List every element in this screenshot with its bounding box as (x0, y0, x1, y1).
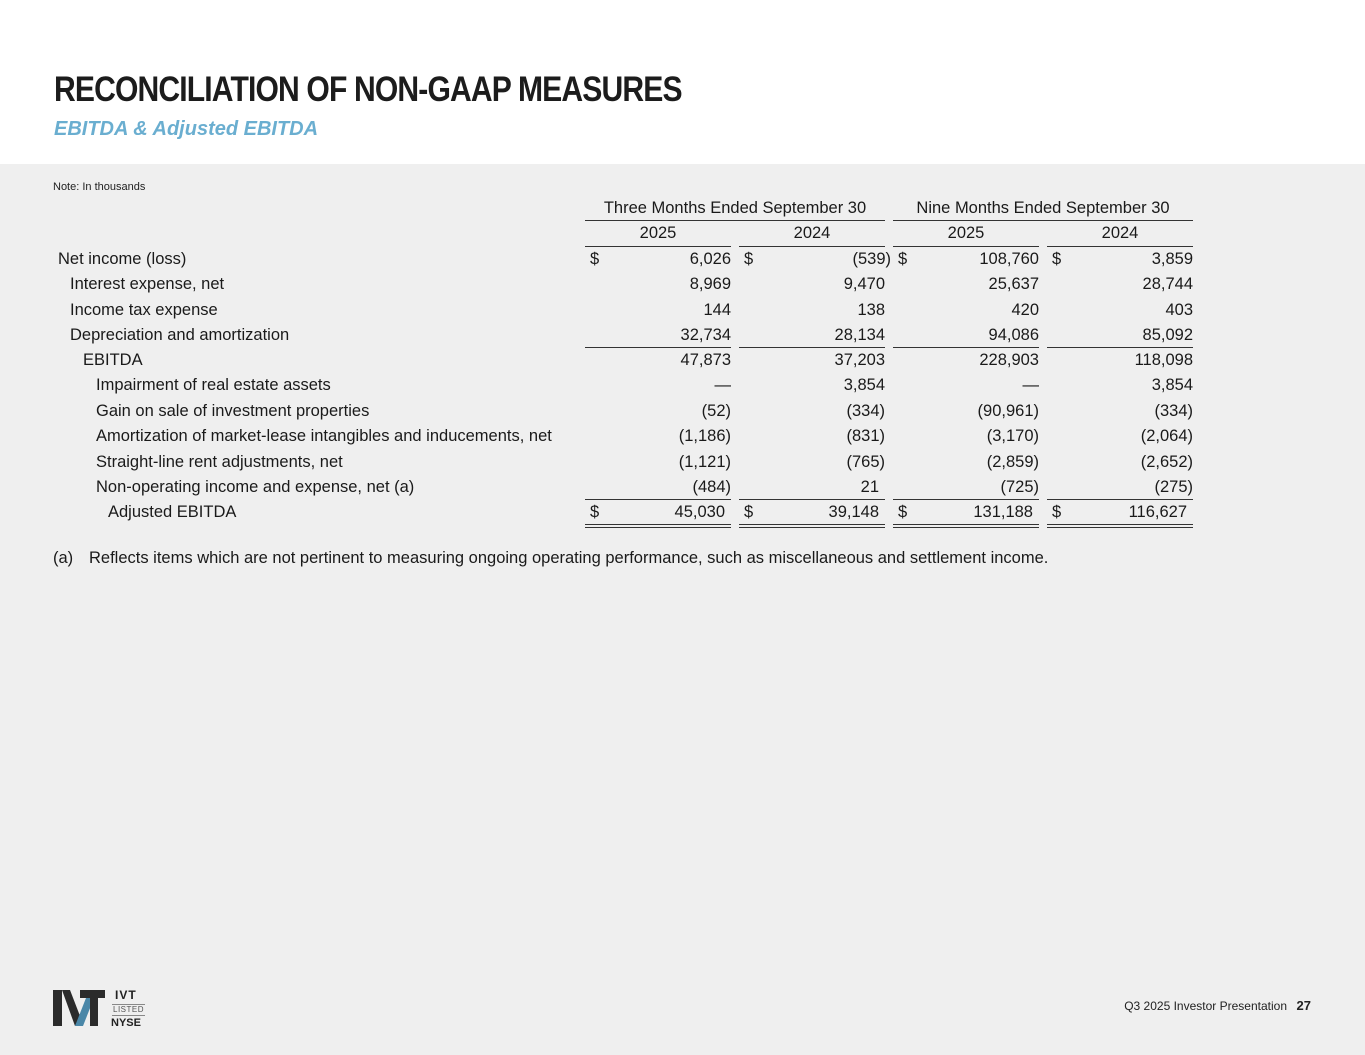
table-cell: — (1022, 376, 1039, 394)
table-cell: 85,092 (1142, 326, 1193, 344)
table-cell: 21 (860, 478, 879, 496)
row-label-straight-line-rent: Straight-line rent adjustments, net (96, 453, 343, 471)
table-cell: 32,734 (680, 326, 731, 344)
table-cell: (725) (1000, 478, 1039, 496)
double-underline (585, 527, 731, 528)
table-cell: 403 (1165, 301, 1193, 319)
year-header: 2025 (639, 224, 677, 242)
table-cell: 131,188 (973, 503, 1033, 521)
currency-symbol: $ (590, 503, 600, 521)
row-label-net-income: Net income (loss) (58, 250, 187, 268)
table-cell: 39,148 (828, 503, 879, 521)
table-cell: (334) (1154, 402, 1193, 420)
table-cell: 420 (1011, 301, 1039, 319)
year-header-underline (893, 246, 1039, 247)
logo-listed: LISTED (113, 1005, 145, 1014)
table-cell: 228,903 (979, 351, 1039, 369)
table-cell: 28,134 (834, 326, 885, 344)
table-cell: (90,961) (977, 402, 1039, 420)
header-band (0, 0, 1365, 164)
group-header-nine-months: Nine Months Ended September 30 (916, 199, 1170, 217)
currency-symbol: $ (898, 503, 908, 521)
table-cell: 8,969 (689, 275, 731, 293)
year-header-underline (585, 246, 731, 247)
table-cell: 94,086 (988, 326, 1039, 344)
row-label-non-operating: Non-operating income and expense, net (a) (96, 478, 415, 496)
row-label-depreciation: Depreciation and amortization (70, 326, 290, 344)
currency-symbol: $ (744, 503, 754, 521)
table-cell: 138 (857, 301, 885, 319)
table-cell: (2,859) (986, 453, 1039, 471)
table-cell: (484) (692, 478, 731, 496)
double-underline (893, 527, 1039, 528)
subtotal-underline (893, 347, 1039, 348)
table-cell: 144 (703, 301, 731, 319)
total-underline (585, 499, 731, 500)
total-underline (893, 499, 1039, 500)
double-underline (585, 524, 731, 525)
table-cell: 37,203 (834, 351, 885, 369)
year-header-underline (739, 246, 885, 247)
group-header-underline (585, 220, 885, 221)
year-header: 2024 (793, 224, 831, 242)
subtotal-underline (585, 347, 731, 348)
table-cell: (539) (852, 250, 891, 268)
table-cell: 6,026 (689, 250, 731, 268)
double-underline (893, 524, 1039, 525)
table-cell: — (714, 376, 731, 394)
footnote (53, 549, 1048, 568)
presentation-label: Q3 2025 Investor Presentation (1124, 999, 1287, 1013)
table-cell: (1,186) (678, 427, 731, 445)
logo-ticker: IVT (115, 988, 137, 1002)
table-cell: (2,064) (1140, 427, 1193, 445)
currency-symbol: $ (744, 250, 754, 268)
subtotal-underline (1047, 347, 1193, 348)
logo-exchange: NYSE (111, 1017, 141, 1029)
table-cell: 3,854 (1151, 376, 1193, 394)
subtotal-underline (739, 347, 885, 348)
row-label-impairment: Impairment of real estate assets (96, 376, 331, 394)
page-subtitle: EBITDA & Adjusted EBITDA (54, 118, 319, 140)
double-underline (1047, 524, 1193, 525)
table-cell: (765) (846, 453, 885, 471)
table-cell: 118,098 (1134, 351, 1193, 369)
table-cell: (52) (701, 402, 731, 420)
group-header-underline (893, 220, 1193, 221)
table-cell: 3,859 (1151, 250, 1193, 268)
table-cell: (275) (1154, 478, 1193, 496)
row-label-adjusted-ebitda: Adjusted EBITDA (108, 503, 237, 521)
table-cell: 45,030 (674, 503, 725, 521)
table-cell: 116,627 (1128, 503, 1187, 521)
row-label-amortization: Amortization of market-lease intangibles and inducements, net (96, 427, 552, 445)
currency-symbol: $ (898, 250, 908, 268)
row-label-gain-on-sale: Gain on sale of investment properties (96, 402, 370, 420)
page-title: RECONCILIATION OF NON-GAAP MEASURES (54, 70, 682, 109)
double-underline (1047, 527, 1193, 528)
year-header-underline (1047, 246, 1193, 247)
group-header-three-months: Three Months Ended September 30 (603, 199, 867, 217)
table-cell: 47,873 (680, 351, 731, 369)
row-label-income-tax: Income tax expense (70, 301, 218, 319)
units-note: Note: In thousands (53, 181, 146, 193)
currency-symbol: $ (590, 250, 600, 268)
table-cell: (2,652) (1140, 453, 1193, 471)
table-cell: (3,170) (986, 427, 1039, 445)
table-cell: 3,854 (843, 376, 885, 394)
company-logo (53, 988, 145, 1030)
footnote-text: Reflects items which are not pertinent to measuring ongoing operating performance, such as miscellaneous and settlement income. (89, 549, 1049, 567)
currency-symbol: $ (1052, 503, 1062, 521)
table-cell: (1,121) (678, 453, 731, 471)
table-cell: 9,470 (843, 275, 885, 293)
row-label-ebitda: EBITDA (83, 351, 143, 369)
currency-symbol: $ (1052, 250, 1062, 268)
year-header: 2024 (1101, 224, 1139, 242)
double-underline (739, 527, 885, 528)
table-cell: 108,760 (979, 250, 1039, 268)
footnote-marker: (a) (53, 549, 74, 567)
row-label-interest-expense: Interest expense, net (70, 275, 225, 293)
double-underline (739, 524, 885, 525)
table-cell: (334) (846, 402, 885, 420)
total-underline (739, 499, 885, 500)
ivt-logo-mark-icon (53, 988, 107, 1028)
table-cell: (831) (846, 427, 885, 445)
year-header: 2025 (947, 224, 985, 242)
total-underline (1047, 499, 1193, 500)
table-cell: 25,637 (988, 275, 1039, 293)
table-cell: 28,744 (1142, 275, 1193, 293)
page-number: 27 (1296, 998, 1311, 1013)
